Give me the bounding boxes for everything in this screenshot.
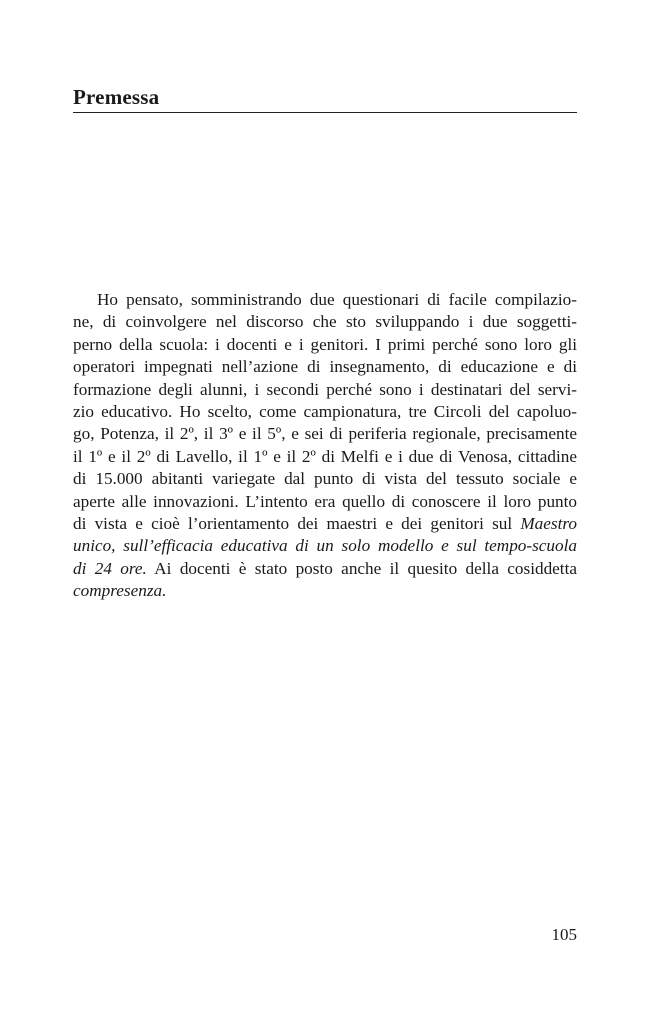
text-segment: formazione degli alunni, i secondi perché sono i destinatari del servi- <box>73 379 577 399</box>
title-rule <box>73 112 577 113</box>
text-segment: di 15.000 abitanti variegate dal punto di vista del tessuto sociale e <box>73 469 577 489</box>
paragraph-line <box>73 289 577 311</box>
text-segment: perno della scuola: i docenti e i genitori. I primi perché sono loro gli <box>73 334 577 354</box>
text-segment: di vista e cioè l’orientamento dei maestri e dei genitori sul <box>73 514 521 534</box>
text-segment: zio educativo. Ho scelto, come campionatura, tre Circoli del capoluo- <box>73 402 577 422</box>
italic-text-segment: Maestro <box>520 514 577 534</box>
paragraph-line <box>73 468 577 490</box>
paragraph-line <box>73 334 577 356</box>
text-segment: Ho pensato, somministrando due questionari di facile compilazio- <box>97 290 577 309</box>
body-paragraph <box>73 289 577 603</box>
text-segment: aperte alle innovazioni. L’intento era quello di conoscere il loro punto <box>73 491 577 511</box>
italic-text-segment: compresenza. <box>73 581 167 601</box>
paragraph-line <box>73 513 577 535</box>
text-segment: il 1º e il 2º di Lavello, il 1º e il 2º di Melfi e i due di Venosa, cittadine <box>73 446 577 466</box>
text-segment: Ai docenti è stato posto anche il quesito della cosiddetta <box>146 558 577 578</box>
paragraph-line <box>73 311 577 333</box>
paragraph-line <box>73 535 577 557</box>
text-segment: go, Potenza, il 2º, il 3º e il 5º, e sei di periferia regionale, precisamente <box>73 424 577 444</box>
paragraph-line <box>73 401 577 423</box>
paragraph-line <box>73 423 577 445</box>
text-segment: operatori impegnati nell’azione di insegnamento, di educazione e di <box>73 357 577 377</box>
page-number: 105 <box>551 925 577 944</box>
chapter-title: Premessa <box>73 85 160 109</box>
paragraph-line <box>73 379 577 401</box>
italic-text-segment: di 24 ore. <box>73 558 147 578</box>
paragraph-line <box>73 446 577 468</box>
text-segment: ne, di coinvolgere nel discorso che sto sviluppando i due soggetti- <box>73 312 577 332</box>
italic-text-segment: unico, sull’efficacia educativa di un solo modello e sul tempo-scuola <box>73 536 577 556</box>
paragraph-line <box>73 558 577 580</box>
paragraph-line <box>73 356 577 378</box>
paragraph-line <box>73 491 577 513</box>
paragraph-line <box>73 580 577 602</box>
